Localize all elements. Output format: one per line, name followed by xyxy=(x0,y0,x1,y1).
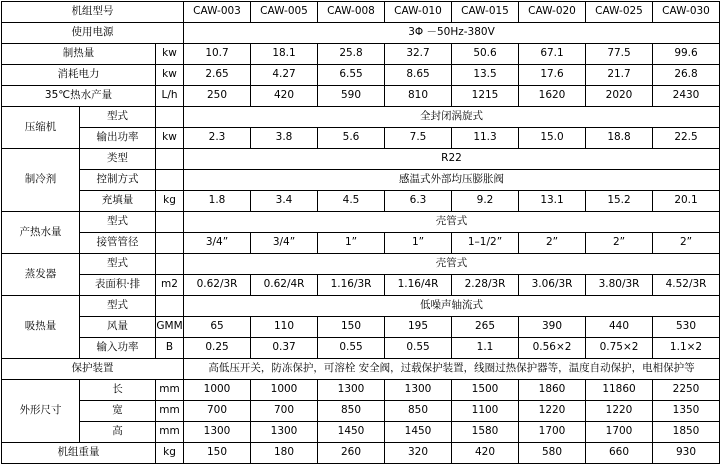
cell: 420 xyxy=(251,86,318,107)
row-unit-height: mm xyxy=(156,422,184,443)
table-row xyxy=(2,65,720,86)
cell: 1860 xyxy=(519,380,586,401)
cell: 1000 xyxy=(251,380,318,401)
cell: 26.8 xyxy=(653,65,720,86)
cell: 1620 xyxy=(519,86,586,107)
header-model-6: CAW-025 xyxy=(586,2,653,23)
row-label-fan-type: 型式 xyxy=(80,296,156,317)
cell: 250 xyxy=(184,86,251,107)
table-row xyxy=(2,380,720,401)
row-unit-fan-input-power: B xyxy=(156,338,184,359)
row-label-fan-input-power: 输入功率 xyxy=(80,338,156,359)
row-label-length: 长 xyxy=(80,380,156,401)
cell: 0.55 xyxy=(318,338,385,359)
cell: 1” xyxy=(318,233,385,254)
cell: 530 xyxy=(653,317,720,338)
cell: 1–1/2” xyxy=(452,233,519,254)
cell: 320 xyxy=(385,443,452,464)
cell: 13.5 xyxy=(452,65,519,86)
table-row xyxy=(2,233,720,254)
row-label-power-source: 使用电源 xyxy=(2,23,184,44)
row-label-hot-water-output: 35℃热水产量 xyxy=(2,86,156,107)
cell: 2430 xyxy=(653,86,720,107)
header-title: 机组型号 xyxy=(2,2,184,23)
row-label-compressor-output: 输出功率 xyxy=(80,128,156,149)
cell: 77.5 xyxy=(586,44,653,65)
row-unit-compressor-type xyxy=(156,107,184,128)
row-label-power-consumption: 消耗电力 xyxy=(2,65,156,86)
cell: 3.4 xyxy=(251,191,318,212)
cell: 180 xyxy=(251,443,318,464)
cell: 440 xyxy=(586,317,653,338)
cell: 2.28/3R xyxy=(452,275,519,296)
cell: 0.25 xyxy=(184,338,251,359)
table-row xyxy=(2,107,720,128)
cell: 2” xyxy=(519,233,586,254)
row-unit-air-volume: GMM xyxy=(156,317,184,338)
cell: 25.8 xyxy=(318,44,385,65)
cell: 265 xyxy=(452,317,519,338)
cell: 1215 xyxy=(452,86,519,107)
group-label-heat-absorption: 吸热量 xyxy=(2,296,80,359)
cell: 20.1 xyxy=(653,191,720,212)
table-row xyxy=(2,170,720,191)
cell: 1300 xyxy=(184,422,251,443)
table-header-row xyxy=(2,2,720,23)
cell: 99.6 xyxy=(653,44,720,65)
row-unit-unit-weight: kg xyxy=(156,443,184,464)
cell: 2250 xyxy=(653,380,720,401)
table-row xyxy=(2,44,720,65)
cell: 2” xyxy=(653,233,720,254)
cell: 930 xyxy=(653,443,720,464)
cell: 4.52/3R xyxy=(653,275,720,296)
cell: 1700 xyxy=(519,422,586,443)
row-label-heating-capacity: 制热量 xyxy=(2,44,156,65)
row-unit-pipe-diameter xyxy=(156,233,184,254)
row-label-pipe-diameter: 接管管径 xyxy=(80,233,156,254)
row-value-refrigerant-control: 感温式外部均压膨胀阀 xyxy=(184,170,720,191)
group-label-dimensions: 外形尺寸 xyxy=(2,380,80,443)
header-model-5: CAW-020 xyxy=(519,2,586,23)
row-unit-water-heater-type xyxy=(156,212,184,233)
cell: 65 xyxy=(184,317,251,338)
cell: 1300 xyxy=(385,380,452,401)
cell: 3.8 xyxy=(251,128,318,149)
row-value-power-source: 3Φ －50Hz-380V xyxy=(184,23,720,44)
cell: 3/4” xyxy=(184,233,251,254)
cell: 10.7 xyxy=(184,44,251,65)
row-unit-power-consumption: kw xyxy=(156,65,184,86)
cell: 11860 xyxy=(586,380,653,401)
header-model-0: CAW-003 xyxy=(184,2,251,23)
row-label-surface-area: 表面积·排 xyxy=(80,275,156,296)
table-row xyxy=(2,212,720,233)
cell: 1450 xyxy=(385,422,452,443)
cell: 2.65 xyxy=(184,65,251,86)
header-model-7: CAW-030 xyxy=(653,2,720,23)
table-row xyxy=(2,422,720,443)
cell: 1700 xyxy=(586,422,653,443)
row-unit-refrigerant-control xyxy=(156,170,184,191)
cell: 700 xyxy=(251,401,318,422)
cell: 3.80/3R xyxy=(586,275,653,296)
cell: 580 xyxy=(519,443,586,464)
table-row xyxy=(2,359,720,380)
cell: 0.56×2 xyxy=(519,338,586,359)
header-model-2: CAW-008 xyxy=(318,2,385,23)
cell: 1300 xyxy=(318,380,385,401)
table-row xyxy=(2,128,720,149)
row-value-refrigerant-type: R22 xyxy=(184,149,720,170)
table-row xyxy=(2,317,720,338)
cell: 195 xyxy=(385,317,452,338)
row-label-evaporator-type: 型式 xyxy=(80,254,156,275)
cell: 7.5 xyxy=(385,128,452,149)
cell: 3.06/3R xyxy=(519,275,586,296)
cell: 1580 xyxy=(452,422,519,443)
row-unit-surface-area: m2 xyxy=(156,275,184,296)
cell: 8.65 xyxy=(385,65,452,86)
cell: 9.2 xyxy=(452,191,519,212)
cell: 850 xyxy=(318,401,385,422)
table-row xyxy=(2,191,720,212)
cell: 1100 xyxy=(452,401,519,422)
row-label-refrigerant-control: 控制方式 xyxy=(80,170,156,191)
cell: 150 xyxy=(318,317,385,338)
cell: 0.37 xyxy=(251,338,318,359)
cell: 1.16/4R xyxy=(385,275,452,296)
row-value-protection-devices: 高低压开关，防冻保护，可溶栓 安全阀，过载保护装置，线圈过热保护器等，温度自动保护，电相保护等 xyxy=(184,359,720,380)
row-value-compressor-type: 全封闭涡旋式 xyxy=(184,107,720,128)
row-value-fan-type: 低噪声轴流式 xyxy=(184,296,720,317)
table-row xyxy=(2,296,720,317)
cell: 260 xyxy=(318,443,385,464)
cell: 0.55 xyxy=(385,338,452,359)
cell: 1.1×2 xyxy=(653,338,720,359)
cell: 18.1 xyxy=(251,44,318,65)
cell: 0.75×2 xyxy=(586,338,653,359)
row-unit-compressor-output: kw xyxy=(156,128,184,149)
cell: 1850 xyxy=(653,422,720,443)
cell: 13.1 xyxy=(519,191,586,212)
group-label-compressor: 压缩机 xyxy=(2,107,80,149)
row-value-water-heater-type: 壳管式 xyxy=(184,212,720,233)
cell: 3/4” xyxy=(251,233,318,254)
cell: 700 xyxy=(184,401,251,422)
header-model-3: CAW-010 xyxy=(385,2,452,23)
cell: 2.3 xyxy=(184,128,251,149)
cell: 1.8 xyxy=(184,191,251,212)
header-model-4: CAW-015 xyxy=(452,2,519,23)
cell: 15.0 xyxy=(519,128,586,149)
cell: 390 xyxy=(519,317,586,338)
row-unit-refrigerant-charge: kg xyxy=(156,191,184,212)
row-unit-hot-water-output: L/h xyxy=(156,86,184,107)
row-unit-heating-capacity: kw xyxy=(156,44,184,65)
cell: 1500 xyxy=(452,380,519,401)
table-row xyxy=(2,443,720,464)
cell: 50.6 xyxy=(452,44,519,65)
cell: 17.6 xyxy=(519,65,586,86)
table-row xyxy=(2,23,720,44)
cell: 18.8 xyxy=(586,128,653,149)
row-unit-length: mm xyxy=(156,380,184,401)
row-label-compressor-type: 型式 xyxy=(80,107,156,128)
cell: 1350 xyxy=(653,401,720,422)
cell: 850 xyxy=(385,401,452,422)
cell: 0.62/4R xyxy=(251,275,318,296)
table-row xyxy=(2,338,720,359)
table-row xyxy=(2,275,720,296)
table-row xyxy=(2,254,720,275)
cell: 6.55 xyxy=(318,65,385,86)
cell: 6.3 xyxy=(385,191,452,212)
group-label-water-heater: 产热水量 xyxy=(2,212,80,254)
row-label-air-volume: 风量 xyxy=(80,317,156,338)
row-label-width: 宽 xyxy=(80,401,156,422)
row-label-refrigerant-charge: 充填量 xyxy=(80,191,156,212)
cell: 1.1 xyxy=(452,338,519,359)
cell: 5.6 xyxy=(318,128,385,149)
cell: 110 xyxy=(251,317,318,338)
cell: 67.1 xyxy=(519,44,586,65)
cell: 1000 xyxy=(184,380,251,401)
cell: 660 xyxy=(586,443,653,464)
cell: 590 xyxy=(318,86,385,107)
group-label-refrigerant: 制冷剂 xyxy=(2,149,80,212)
row-label-unit-weight: 机组重量 xyxy=(2,443,156,464)
table-row xyxy=(2,86,720,107)
cell: 2020 xyxy=(586,86,653,107)
cell: 22.5 xyxy=(653,128,720,149)
group-label-evaporator: 蒸发器 xyxy=(2,254,80,296)
header-model-1: CAW-005 xyxy=(251,2,318,23)
cell: 15.2 xyxy=(586,191,653,212)
cell: 1300 xyxy=(251,422,318,443)
cell: 0.62/3R xyxy=(184,275,251,296)
row-unit-refrigerant-type xyxy=(156,149,184,170)
row-unit-width: mm xyxy=(156,401,184,422)
row-label-refrigerant-type: 类型 xyxy=(80,149,156,170)
cell: 32.7 xyxy=(385,44,452,65)
row-unit-fan-type xyxy=(156,296,184,317)
row-label-water-heater-type: 型式 xyxy=(80,212,156,233)
row-value-evaporator-type: 壳管式 xyxy=(184,254,720,275)
cell: 4.27 xyxy=(251,65,318,86)
cell: 4.5 xyxy=(318,191,385,212)
table-row xyxy=(2,149,720,170)
cell: 1220 xyxy=(586,401,653,422)
cell: 1220 xyxy=(519,401,586,422)
row-label-protection-devices: 保护装置 xyxy=(2,359,184,380)
cell: 2” xyxy=(586,233,653,254)
cell: 150 xyxy=(184,443,251,464)
cell: 810 xyxy=(385,86,452,107)
row-unit-evaporator-type xyxy=(156,254,184,275)
row-label-height: 高 xyxy=(80,422,156,443)
cell: 11.3 xyxy=(452,128,519,149)
cell: 1” xyxy=(385,233,452,254)
specification-table xyxy=(1,1,720,464)
cell: 420 xyxy=(452,443,519,464)
cell: 1450 xyxy=(318,422,385,443)
cell: 21.7 xyxy=(586,65,653,86)
cell: 1.16/3R xyxy=(318,275,385,296)
table-row xyxy=(2,401,720,422)
